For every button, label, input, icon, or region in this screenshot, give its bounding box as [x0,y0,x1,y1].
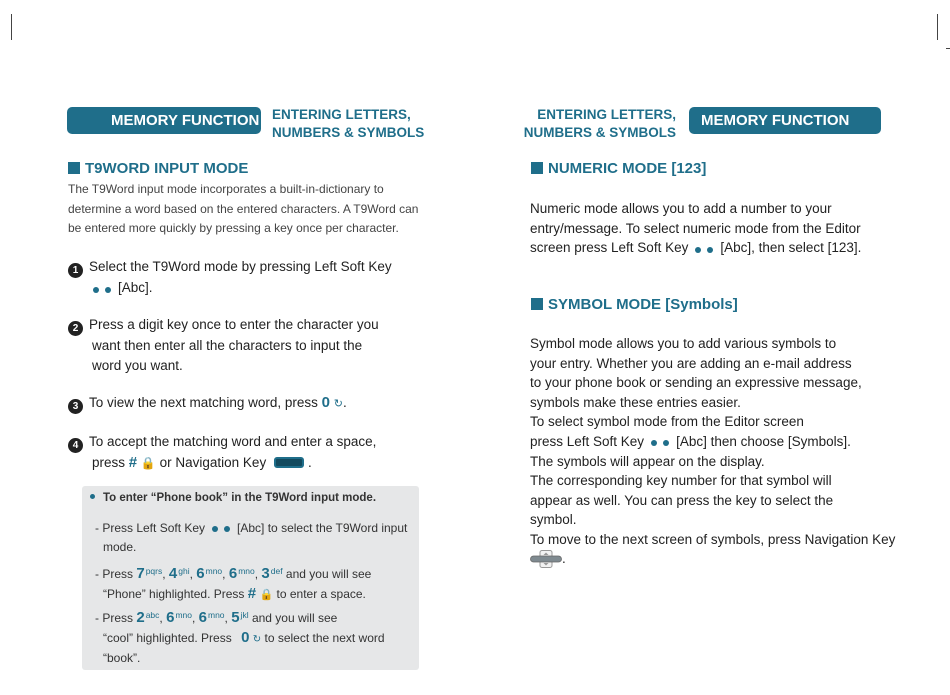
body-line: . [562,551,566,567]
body-line: Numeric mode allows you to add a number to your [530,201,832,216]
tip-text: “book”. [103,651,141,665]
key-2-icon: 2 [136,609,145,626]
step-text: or [159,455,172,470]
key-0-icon: 0 [321,394,330,411]
left-subhead [272,106,424,142]
tip-item-2: - Press $7^{pqrs}$, $4^{ghi}$, $6^{mno}$, $6^{mno}$, $3^{def}$ and you will see “Phone” highlighted. Press # 🔒 to enter a space. [95,565,372,602]
key-6-icon: 6 [196,565,205,582]
key-letters: mno [208,610,225,620]
subhead-line: ENTERING LETTERS, [537,107,676,122]
t9word-intro [68,180,418,239]
key-letters: pqrs [145,566,163,576]
body-line: to your phone book or sending an expressive message, [530,375,862,390]
symbol-body [530,334,895,569]
key-6-icon: 6 [166,609,175,626]
tip-box [82,486,419,670]
tip-text: “Phone” highlighted. Press [103,587,245,601]
step-text: Navigation Key [175,455,267,470]
tip-title-text: To enter “Phone book” in the T9Word input mode. [103,492,377,504]
key-6-icon: 6 [198,609,207,626]
tip-text: to select the next word [264,631,385,645]
key-5-icon: 5 [231,609,240,626]
step-text: To accept the matching word and enter a space, [89,434,377,449]
step-3 [68,393,347,415]
step-text: word you want. [92,357,183,373]
step-1 [68,257,392,298]
body-line: [Abc], then select [123]. [720,240,862,255]
tip-text: and you will see [285,567,372,581]
step-number-icon: 2 [68,321,83,336]
step-text: Select the T9Word mode by pressing Left Soft Key [89,259,392,274]
key-letters: abc [145,610,160,620]
step-text: To view the next matching word, press [89,395,318,410]
right-subhead [480,106,676,142]
body-line: entry/message. To select numeric mode from the Editor [530,220,861,236]
step-text: press [92,455,126,470]
body-line: symbols make these entries easier. [530,394,741,410]
symbol-section-title [531,296,738,314]
pound-key-icon: # [247,585,257,602]
lock-icon: 🔒 [140,456,156,470]
lock-icon: 🔒 [259,589,274,601]
step-text: . [342,395,347,410]
key-4-icon: 4 [168,565,178,582]
body-line: screen press Left Soft Key [530,240,689,255]
subhead-line: NUMBERS & SYMBOLS [523,125,676,140]
tip-text: - Press [95,611,134,625]
key-letters: mno [205,566,223,576]
step-text: Press a digit key once to enter the character you [89,317,379,332]
step-number-icon: 1 [68,263,83,278]
left-soft-key-icon [90,279,114,299]
square-bullet-icon [531,162,543,174]
intro-line: The T9Word input mode incorporates a built-in-dictionary to [68,182,384,196]
section-title-text: T9WORD INPUT MODE [85,160,249,177]
crop-mark [11,14,12,40]
step-number-icon: 3 [68,399,83,414]
tip-text: “cool” highlighted. Press [103,631,232,645]
left-soft-key-icon [648,432,672,452]
tip-text: mode. [103,540,137,555]
body-line: appear as well. You can press the key to select the [530,492,834,508]
t9word-section-title [68,160,248,178]
key-letters: jkl [240,610,249,620]
crop-mark [937,14,938,40]
body-line: To select symbol mode from the Editor screen [530,414,804,429]
body-line: The symbols will appear on the display. [530,453,765,469]
key-7-icon: 7 [136,565,145,582]
refresh-icon: ↻ [252,634,262,645]
left-header-pill: MEMORY FUNCTION [67,107,261,134]
intro-line: determine a word based on the entered characters. A T9Word can [68,201,419,216]
step-text: want then enter all the characters to input the [92,338,363,353]
step-2 [68,315,379,375]
tip-item-1 [95,519,407,557]
tip-text: to enter a space. [276,587,366,601]
subhead-line: NUMBERS & SYMBOLS [272,125,425,140]
body-line: symbol. [530,512,577,528]
section-title-text: SYMBOL MODE [Symbols] [548,296,738,313]
key-0-icon: 0 [241,629,250,646]
crop-mark [946,48,950,49]
intro-line: be entered more quickly by pressing a key once per character. [68,221,399,235]
navigation-key-icon [274,457,304,468]
tip-title [90,492,376,504]
square-bullet-icon [531,298,543,310]
key-letters: mno [175,610,192,620]
key-letters: def [270,566,283,576]
tip-text: and you will see [251,611,338,625]
step-text: [Abc]. [118,280,153,295]
section-title-text: NUMERIC MODE [123] [548,160,707,177]
numeric-section-title [531,160,706,178]
key-letters: ghi [178,566,190,576]
tip-text: - Press [95,567,134,581]
tip-text: [Abc] to select the T9Word input [237,521,408,535]
pound-key-icon: # [128,454,138,471]
key-6-icon: 6 [228,565,238,582]
navigation-key-icon [530,550,562,568]
subhead-line: ENTERING LETTERS, [272,107,411,122]
step-text: . [307,455,312,470]
body-line: your entry. Whether you are adding an e-mail address [530,355,852,371]
body-line: press Left Soft Key [530,433,645,449]
key-letters: mno [238,566,255,576]
step-4 [68,432,376,474]
tip-item-3: - Press $2^{abc}$, $6^{mno}$, $6^{mno}$, $5^{jkl}$ and you will see “cool” highlighted. Press 0 ↻ to select the next word “book”. [95,606,385,668]
bullet-icon [90,494,95,499]
right-header-pill: MEMORY FUNCTION [689,107,881,134]
tip-text: - Press Left Soft Key [95,521,206,535]
body-line: To move to the next screen of symbols, press Navigation Key [530,531,896,547]
square-bullet-icon [68,162,80,174]
step-number-icon: 4 [68,438,83,453]
refresh-icon: ↻ [333,398,343,410]
left-soft-key-icon [209,519,233,538]
body-line: Symbol mode allows you to add various symbols to [530,336,837,351]
body-line: [Abc] then choose [Symbols]. [676,433,851,449]
key-3-icon: 3 [261,565,270,582]
body-line: The corresponding key number for that symbol will [530,473,832,489]
numeric-body [530,199,861,258]
left-soft-key-icon [692,239,716,259]
